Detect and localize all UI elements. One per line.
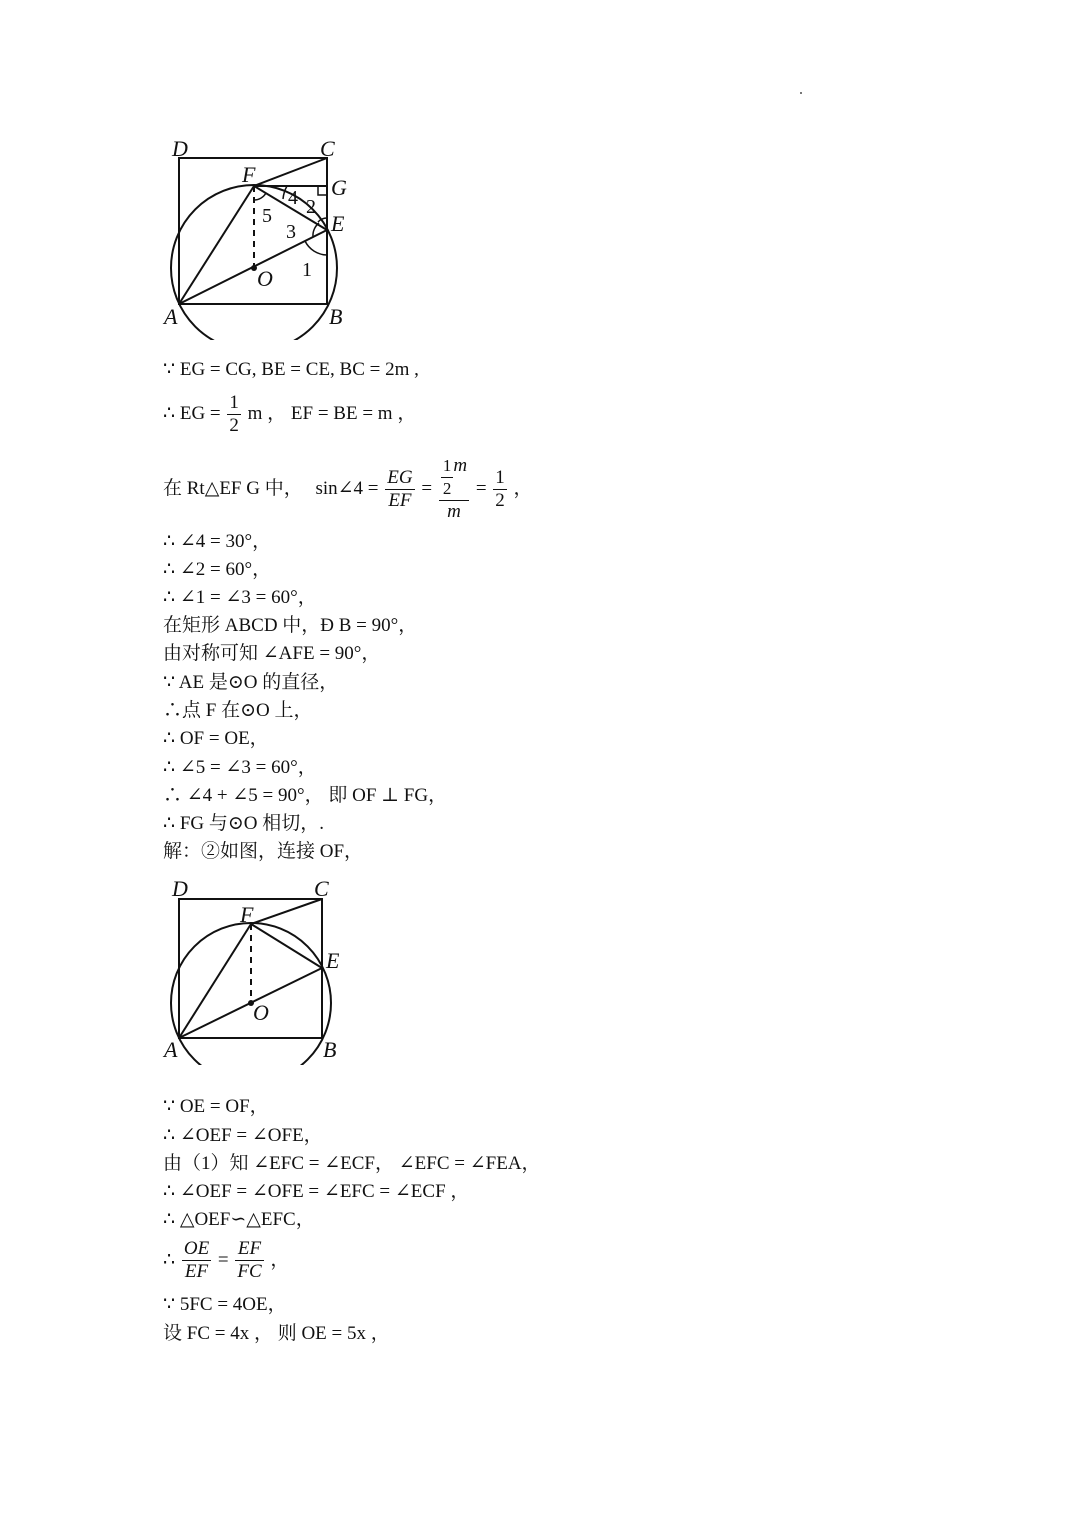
- l3-prefix: 在 Rt△EF G 中，: [163, 478, 303, 499]
- label-a: A: [164, 304, 178, 329]
- text-line-20: ∴ △OEF∽△EFC，: [163, 1209, 315, 1230]
- l21-suffix: ，: [270, 1249, 290, 1271]
- text-line-6: ∴ ∠1 = ∠3 = 60°，: [163, 587, 317, 608]
- angle-label-5: 5: [262, 205, 272, 227]
- geometry-figure-2: [0, 870, 420, 1065]
- label-a: A: [164, 1037, 178, 1062]
- label-d: D: [172, 876, 188, 901]
- geometry-figure-1: [0, 130, 420, 340]
- label-c: C: [320, 136, 335, 161]
- fraction-den: 2: [229, 415, 239, 436]
- text-line-7: 在矩形 ABCD 中，Ð B = 90°，: [163, 615, 418, 636]
- text-line-10: ∴点 F 在⊙O 上，: [163, 700, 313, 721]
- text-line-5: ∴ ∠2 = 60°，: [163, 559, 272, 580]
- l3-sin: sin∠4 =: [315, 478, 379, 499]
- fraction-oe-ef: [182, 1238, 211, 1283]
- fraction-ef-fc: [235, 1238, 263, 1283]
- text-line-16: ∵ OE = OF，: [163, 1096, 269, 1117]
- fraction-den: m: [447, 501, 461, 522]
- angle-label-4: 4: [288, 187, 298, 209]
- fraction-den: 2: [495, 489, 505, 511]
- label-b: B: [329, 304, 343, 329]
- angle-arc-1: [305, 241, 327, 255]
- l2-prefix: ∴ EG =: [163, 402, 221, 424]
- page-dot: [800, 92, 802, 94]
- fraction-num: [439, 455, 469, 501]
- label-f: F: [242, 162, 256, 187]
- angle-label-3: 3: [286, 221, 296, 243]
- l21-prefix: ∴: [163, 1249, 176, 1271]
- text-line-22: ∵ 5FC = 4OE，: [163, 1294, 287, 1315]
- fraction-num: 1: [495, 466, 505, 488]
- inner-num: 1: [441, 455, 454, 478]
- fraction-num: OE: [183, 1238, 210, 1259]
- fraction-num: 1: [229, 392, 239, 413]
- segment-fc: [251, 899, 322, 924]
- text-line-9: ∵ AE 是⊙O 的直径，: [163, 672, 339, 693]
- text-line-18: 由（1）知 ∠EFC = ∠ECF， ∠EFC = ∠FEA，: [163, 1153, 541, 1174]
- inner-m: m: [453, 455, 468, 476]
- text-line-13: ∴ ∠4 + ∠5 = 90°， 即 OF ⊥ FG，: [163, 785, 448, 806]
- label-f: F: [240, 902, 254, 927]
- fraction-half-m-over-m: [439, 455, 469, 523]
- text-line-14: ∴ FG 与⊙O 相切，.: [163, 813, 325, 834]
- text-line-4: ∴ ∠4 = 30°，: [163, 531, 272, 552]
- right-angle-g: [318, 186, 327, 195]
- label-c: C: [314, 876, 329, 901]
- label-o: O: [257, 266, 273, 291]
- segment-fc: [254, 158, 327, 186]
- text-line-1: ∵ EG = CG, BE = CE, BC = 2m ,: [163, 359, 419, 380]
- text-line-12: ∴ ∠5 = ∠3 = 60°，: [163, 757, 317, 778]
- angle-arc-5: [254, 193, 266, 200]
- fraction-eg-ef: [385, 467, 414, 512]
- label-d: D: [172, 136, 188, 161]
- text-line-11: ∴ OF = OE，: [163, 728, 269, 749]
- text-line-23: 设 FC = 4x ， 则 OE = 5x ，: [163, 1323, 390, 1344]
- fraction-half: [227, 392, 241, 437]
- text-line-19: ∴ ∠OEF = ∠OFE = ∠EFC = ∠ECF ，: [163, 1181, 470, 1202]
- label-e: E: [326, 948, 340, 973]
- angle-label-1: 1: [302, 259, 312, 281]
- label-o: O: [253, 1000, 269, 1025]
- fraction-den: EF: [388, 489, 412, 511]
- text-line-2: [163, 392, 416, 437]
- text-line-3: 在 Rt△EF G 中， sin∠4 = $\frac{EG}{EF}$ = $\frac{1}{2}$ m m = $\frac{1}{2}$ ，: [163, 455, 533, 522]
- label-g: G: [331, 175, 347, 200]
- inner-den: 2: [442, 479, 452, 498]
- fraction-num: EG: [387, 466, 413, 488]
- fraction-one-half: [493, 467, 507, 512]
- label-e: E: [331, 211, 345, 236]
- label-b: B: [323, 1037, 337, 1062]
- angle-label-2: 2: [306, 196, 316, 218]
- text-line-15: 解：②如图，连接 OF，: [163, 841, 364, 862]
- fraction-num: EF: [235, 1238, 263, 1261]
- fraction-den: EF: [184, 1261, 209, 1282]
- text-line-21: ∴ $\frac{OE}{EF}$ = $\frac{EF}{FC}$ ，: [163, 1238, 290, 1282]
- text-line-8: 由对称可知 ∠AFE = 90°，: [163, 643, 381, 664]
- l2-suffix: m ， EF = BE = m ，: [247, 402, 417, 424]
- text-line-17: ∴ ∠OEF = ∠OFE，: [163, 1125, 323, 1146]
- fraction-den: FC: [237, 1261, 262, 1282]
